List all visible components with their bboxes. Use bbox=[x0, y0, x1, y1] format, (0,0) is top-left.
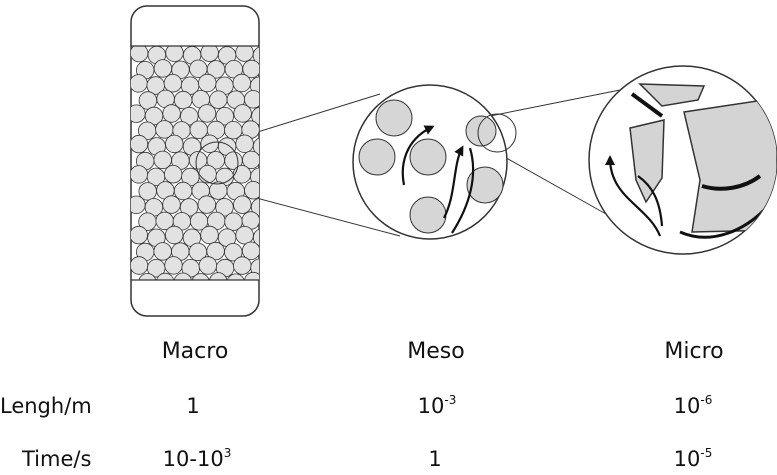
bed-particle bbox=[166, 135, 184, 153]
bed-particle bbox=[130, 75, 148, 93]
bed-particle bbox=[164, 74, 182, 92]
length-macro: 1 bbox=[186, 394, 200, 418]
bed-particle bbox=[163, 196, 181, 214]
bed-particle bbox=[236, 226, 254, 244]
bed-particle bbox=[233, 166, 251, 184]
bed-particle bbox=[234, 105, 252, 123]
bed-particles bbox=[128, 44, 271, 292]
time-macro: $10-10^3$ bbox=[162, 446, 232, 471]
bed-particle bbox=[234, 196, 252, 214]
bed-particle bbox=[130, 166, 148, 184]
bed-particle bbox=[165, 226, 183, 244]
row-label-length: Lengh/m bbox=[0, 394, 92, 418]
bed-particle bbox=[234, 257, 252, 275]
bed-particle bbox=[199, 165, 217, 183]
bed-particle bbox=[130, 44, 148, 62]
row-label-time: Time/s bbox=[22, 447, 92, 471]
bed-particle bbox=[164, 165, 182, 183]
bed-particle bbox=[199, 257, 217, 275]
bed-particle bbox=[198, 105, 216, 123]
header-micro: Micro bbox=[664, 339, 724, 364]
bed-particle bbox=[174, 182, 192, 200]
meso-zoom-circle bbox=[353, 85, 516, 239]
bed-particle bbox=[128, 105, 146, 123]
bed-particle bbox=[130, 135, 148, 153]
length-micro: $10^{-6}$ bbox=[673, 393, 713, 418]
bed-particle bbox=[236, 135, 254, 153]
bed-particle bbox=[130, 226, 148, 244]
time-micro: $10^{-5}$ bbox=[673, 446, 713, 471]
bed-particle bbox=[163, 105, 181, 123]
bed-particle bbox=[198, 196, 216, 214]
bed-particle bbox=[165, 257, 183, 275]
bed-particle bbox=[166, 44, 184, 62]
bed-particle bbox=[130, 257, 148, 275]
micro-zoom-circle bbox=[589, 66, 777, 254]
bed-particle bbox=[233, 74, 251, 92]
bed-particle bbox=[128, 196, 146, 214]
bed-particle bbox=[154, 151, 172, 169]
header-meso: Meso bbox=[407, 339, 465, 364]
header-macro: Macro bbox=[161, 339, 229, 364]
bed-particle bbox=[201, 226, 219, 244]
length-meso: $10^{-3}$ bbox=[417, 393, 457, 418]
packed-bed-column bbox=[128, 6, 271, 316]
bed-particle bbox=[199, 74, 217, 92]
time-meso: 1 bbox=[428, 447, 442, 471]
bed-particle bbox=[154, 60, 172, 78]
